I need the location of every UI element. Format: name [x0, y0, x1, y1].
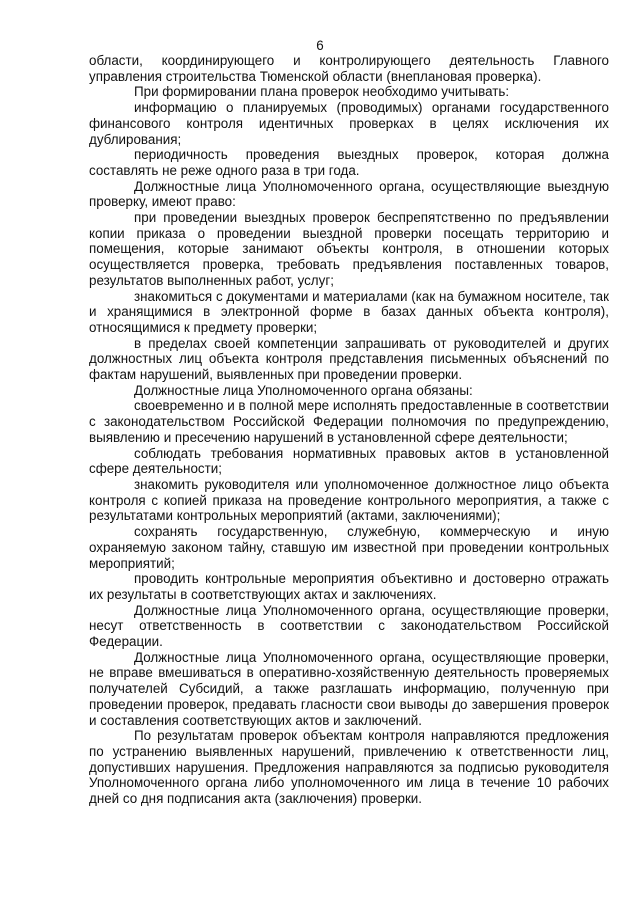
- paragraph: По результатам проверок объектам контроля направляются предложения по устранению выявленных нарушений, привлечению к ответственности лиц, допустивших нарушения. Предложения направляются за подписью руководителя Уполномоченного органа либо уполномоченного им лица в течение 10 рабочих дней со дня подписания акта (заключения) проверки.: [89, 728, 609, 807]
- paragraph: при проведении выездных проверок беспрепятственно по предъявлении копии приказа о проведении выездной проверки посещать территорию и помещения, которые занимают объекты контроля, в отношении которых осуществляется проверка, требовать предъявления поставленных товаров, результатов выполненных работ, услуг;: [89, 210, 609, 288]
- document-body: [89, 53, 609, 807]
- paragraph: информацию о планируемых (проводимых) органами государственного финансового контроля идентичных проверках в целях исключения их дублирования;: [89, 100, 609, 147]
- paragraph: Должностные лица Уполномоченного органа обязаны:: [134, 382, 473, 398]
- paragraph: знакомиться с документами и материалами (как на бумажном носителе, так и хранящимися в электронной форме в базах данных объекта контроля), относящимися к предмету проверки;: [89, 288, 609, 335]
- page-number: 6: [316, 38, 324, 53]
- paragraph: знакомить руководителя или уполномоченное должностное лицо объекта контроля с копией приказа на проведение контрольного мероприятия, а также с результатами контрольных мероприятий (актами, заключениями);: [89, 476, 609, 524]
- paragraph: в пределах своей компетенции запрашивать от руководителей и других должностных лиц объекта контроля представления письменных объяснений по фактам нарушений, выявленных при проведении проверки.: [89, 335, 609, 383]
- paragraph: соблюдать требования нормативных правовых актов в установленной сфере деятельности;: [89, 445, 609, 477]
- paragraph: своевременно и в полной мере исполнять предоставленные в соответствии с законодательством Российской Федерации полномочия по предупреждению, выявлению и пресечению нарушений в установленной сфере деятельности;: [89, 398, 609, 445]
- paragraph: При формировании плана проверок необходимо учитывать:: [134, 84, 510, 100]
- paragraph: проводить контрольные мероприятия объективно и достоверно отражать их результаты в соответствующих актах и заключениях.: [89, 571, 609, 602]
- paragraph: сохранять государственную, служебную, коммерческую и иную охраняемую законом тайну, ставшую им известной при проведении контрольных мероприятий;: [89, 524, 609, 571]
- paragraph: области, координирующего и контролирующего деятельность Главного управления строительства Тюменской области (внеплановая проверка).: [89, 53, 609, 84]
- paragraph: Должностные лица Уполномоченного органа, осуществляющие проверки, не вправе вмешиваться в оперативно-хозяйственную деятельность проверяемых получателей Субсидий, а также разглашать информацию, полученную при проведении проверок, предавать гласности свои выводы до завершения проверок и составления соответствующих актов и заключений.: [89, 649, 609, 728]
- paragraph: Должностные лица Уполномоченного органа, осуществляющие выездную проверку, имеют право:: [89, 178, 609, 210]
- paragraph: периодичность проведения выездных проверок, которая должна составлять не реже одного раза в три года.: [89, 147, 609, 178]
- paragraph: Должностные лица Уполномоченного органа, осуществляющие проверки, несут ответственность в соответствии с законодательством Российской Федерации.: [89, 602, 609, 650]
